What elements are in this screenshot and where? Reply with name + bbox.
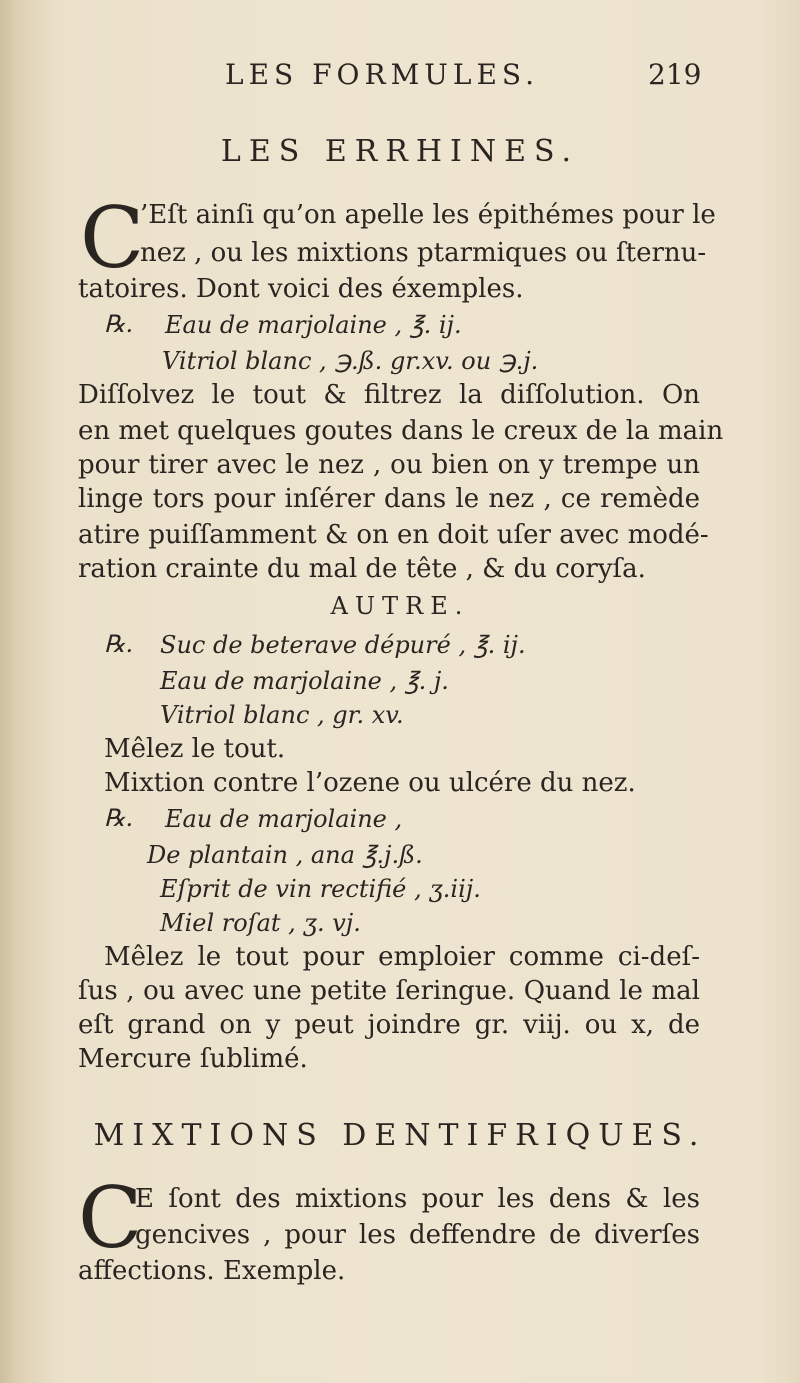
recipe-item: Eau de marjolaine , ℥. j.: [160, 667, 449, 695]
text-line: nez , ou les mixtions ptarmiques ou ſternu-: [140, 238, 707, 268]
recipe-symbol: ℞.: [104, 310, 134, 338]
paragraph-line: Mêlez le tout pour emploier comme ci-deſ-: [104, 942, 700, 972]
paragraph-line: ration crainte du mal de tête , & du coryſa.: [78, 554, 646, 584]
recipe-item: De plantain , ana ℥.j.ß.: [147, 841, 423, 869]
page-number: 219: [648, 58, 702, 91]
text-line: Mêlez le tout.: [104, 734, 286, 764]
recipe-item: Suc de beterave dépuré , ℥. ij.: [160, 631, 526, 659]
drop-cap: C: [80, 189, 145, 287]
paragraph-line: Mercure ſublimé.: [78, 1044, 308, 1074]
paragraph-line: en met quelques goutes dans le creux de la main: [78, 416, 724, 446]
recipe-symbol: ℞.: [104, 630, 134, 658]
recipe-symbol: ℞.: [104, 804, 134, 832]
text-line: E ſont des mixtions pour les dens & les: [135, 1184, 700, 1214]
section-title-dentifriques: MIXTIONS DENTIFRIQUES.: [93, 1118, 707, 1153]
recipe-item: Miel roſat , ʒ. vj.: [160, 909, 361, 937]
running-head: LES FORMULES.: [225, 58, 539, 91]
text-line: tatoires. Dont voici des éxemples.: [78, 274, 524, 304]
paragraph-line: Diſſolvez le tout & filtrez la diſſolution. On: [78, 380, 700, 410]
paragraph-line: atire puiſſamment & on en doit uſer avec modé-: [78, 520, 709, 550]
paragraph-line: ſus , ou avec une petite ſeringue. Quand le mal: [78, 976, 700, 1006]
section-title-errhines: LES ERRHINES.: [220, 134, 580, 169]
subheading-autre: AUTRE.: [330, 592, 470, 620]
text-line: Mixtion contre l’ozene ou ulcére du nez.: [104, 768, 636, 798]
text-line: gencives , pour les deffendre de diverſes: [135, 1220, 700, 1250]
drop-cap: C: [78, 1169, 143, 1267]
recipe-item: Vitriol blanc , ℈.ß. gr.xv. ou ℈.j.: [162, 347, 539, 375]
recipe-item: Eſprit de vin rectifié , ʒ.iij.: [160, 875, 481, 903]
paragraph-line: linge tors pour inſérer dans le nez , ce remède: [78, 484, 700, 514]
text-line: ’Eſt ainſi qu’on apelle les épithémes pour le: [140, 200, 716, 230]
recipe-item: Eau de marjolaine , ℥. ij.: [165, 311, 462, 339]
paragraph-line: pour tirer avec le nez , ou bien on y trempe un: [78, 450, 700, 480]
text-line: affections. Exemple.: [78, 1256, 346, 1286]
recipe-item: Vitriol blanc , gr. xv.: [160, 701, 404, 729]
recipe-item: Eau de marjolaine ,: [165, 805, 403, 833]
paragraph-line: eſt grand on y peut joindre gr. viij. ou x, de: [78, 1010, 700, 1040]
